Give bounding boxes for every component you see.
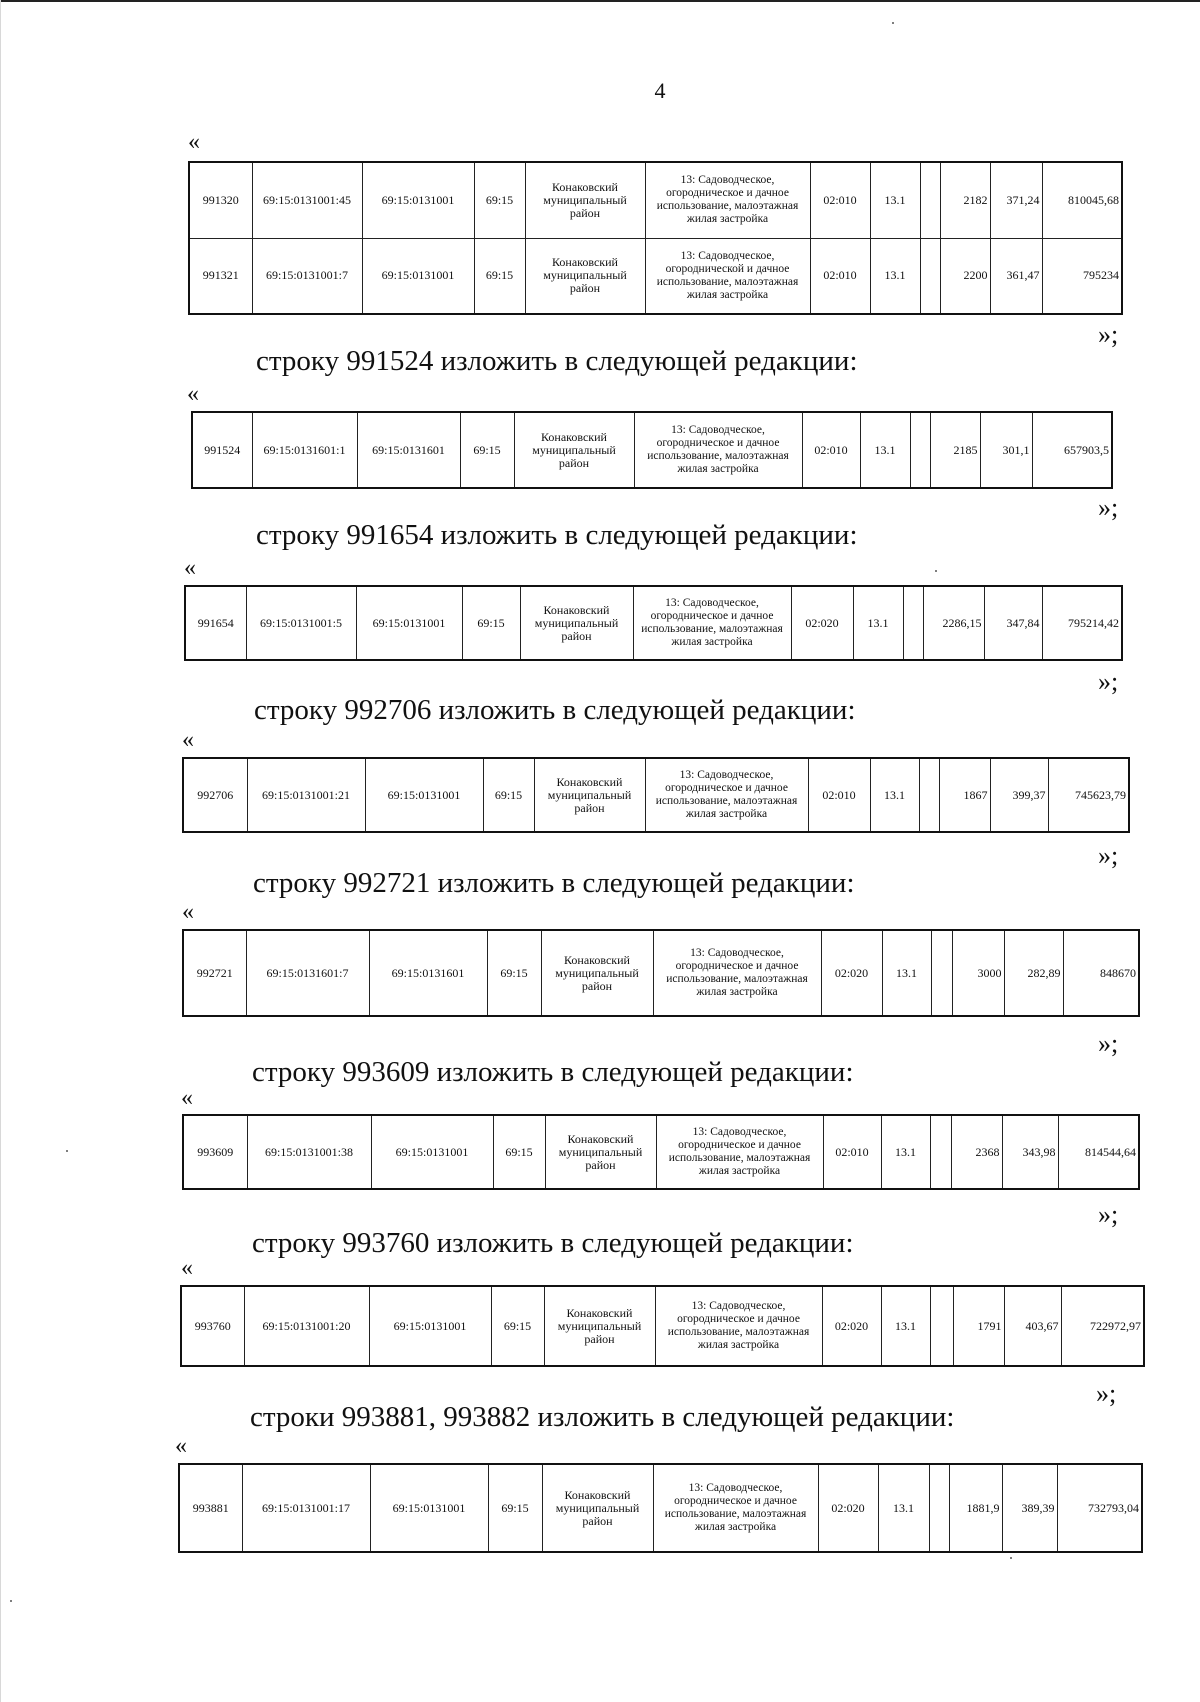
cell-group: 13.1: [881, 1286, 930, 1366]
opening-quote: «: [175, 1433, 187, 1459]
cell-land-use: 13: Садоводческое, огородническое и дачное использование, малоэтажная жилая застройка: [634, 412, 802, 488]
cell-group: 13.1: [881, 1115, 930, 1189]
cell-area: 2185: [930, 412, 980, 488]
cell-area: 1867: [939, 758, 990, 832]
cadastral-table: [178, 1463, 1143, 1553]
cell-group: 13.1: [870, 238, 920, 314]
cell-area: 2368: [951, 1115, 1002, 1189]
cell-cadastral-number: 69:15:0131001:20: [244, 1286, 369, 1366]
cell-zone-code: 02:010: [802, 412, 860, 488]
closing-quote: »;: [1098, 320, 1119, 349]
cell-group: 13.1: [870, 162, 920, 238]
scan-top-edge: [0, 0, 1200, 2]
cell-municipality: Конаковский муниципальный район: [525, 238, 645, 314]
cell-zone-code: 02:010: [823, 1115, 881, 1189]
cell-municipality: Конаковский муниципальный район: [544, 1286, 655, 1366]
cell-cadastral-quarter: 69:15:0131001: [371, 1115, 493, 1189]
cell-cadastral-quarter: 69:15:0131001: [365, 758, 483, 832]
cell-land-use: 13: Садоводческое, огородническое и дачное использование, малоэтажная жилая застройка: [653, 930, 821, 1016]
scan-speck: [66, 1150, 68, 1152]
cell-cadastral-quarter: 69:15:0131001: [356, 586, 462, 660]
scan-left-edge: [0, 0, 1, 1702]
opening-quote: «: [187, 381, 199, 407]
cell-cadastral-value: 795214,42: [1042, 586, 1122, 660]
cadastral-table: [184, 585, 1123, 661]
cell-group: 13.1: [860, 412, 910, 488]
scan-speck: [10, 1600, 12, 1602]
cell-area: 3000: [952, 930, 1004, 1016]
cell-cadastral-quarter: 69:15:0131601: [357, 412, 460, 488]
scan-speck: [892, 22, 894, 24]
cell-area: 1791: [953, 1286, 1004, 1366]
cell-zone-code: 02:020: [818, 1464, 878, 1552]
amendment-instruction: строку 993760 изложить в следующей редакции:: [252, 1227, 854, 1259]
closing-quote: »;: [1098, 1029, 1119, 1058]
cell-cadastral-number: 69:15:0131001:45: [252, 162, 362, 238]
cadastral-table: [182, 929, 1140, 1017]
cell-cadastral-district: 69:15: [493, 1115, 545, 1189]
page-number: 4: [654, 78, 666, 103]
cell-municipality: Конаковский муниципальный район: [541, 930, 653, 1016]
cell-cadastral-district: 69:15: [460, 412, 514, 488]
cell-cadastral-number: 69:15:0131001:21: [247, 758, 365, 832]
amendment-instruction: строку 992721 изложить в следующей редакции:: [253, 867, 855, 899]
cell-municipality: Конаковский муниципальный район: [542, 1464, 653, 1552]
amendment-instruction: строку 993609 изложить в следующей редакции:: [252, 1056, 854, 1088]
cell-zone-code: 02:020: [821, 930, 882, 1016]
cell-specific-value: 403,67: [1004, 1286, 1061, 1366]
cell-cadastral-quarter: 69:15:0131601: [369, 930, 487, 1016]
amendment-instruction: строку 992706 изложить в следующей редакции:: [254, 694, 856, 726]
cell-cadastral-district: 69:15: [474, 238, 525, 314]
amendment-instruction: строку 991654 изложить в следующей редакции:: [256, 519, 858, 551]
table-row: [185, 586, 1122, 660]
cell-empty: [903, 586, 923, 660]
cell-group: 13.1: [870, 758, 919, 832]
table-row: [183, 930, 1139, 1016]
cell-cadastral-value: 732793,04: [1057, 1464, 1142, 1552]
opening-quote: «: [181, 1255, 193, 1281]
cell-empty: [919, 758, 939, 832]
cell-cadastral-district: 69:15: [491, 1286, 544, 1366]
cell-row-number: 993609: [183, 1115, 247, 1189]
cell-group: 13.1: [853, 586, 903, 660]
cell-land-use: 13: Садоводческое, огородническое и дачное использование, малоэтажная жилая застройка: [655, 1286, 822, 1366]
cell-cadastral-number: 69:15:0131001:7: [252, 238, 362, 314]
cell-row-number: 991321: [189, 238, 252, 314]
cell-cadastral-number: 69:15:0131001:17: [242, 1464, 370, 1552]
scan-speck: [1010, 1557, 1012, 1559]
cell-row-number: 993760: [181, 1286, 244, 1366]
cell-municipality: Конаковский муниципальный район: [545, 1115, 656, 1189]
cell-zone-code: 02:010: [808, 758, 870, 832]
cell-cadastral-value: 657903,5: [1032, 412, 1112, 488]
cell-municipality: Конаковский муниципальный район: [514, 412, 634, 488]
cell-land-use: 13: Садоводческое, огороднической и дачное использование, малоэтажная жилая застройка: [645, 238, 810, 314]
cell-cadastral-quarter: 69:15:0131001: [369, 1286, 491, 1366]
cell-zone-code: 02:010: [810, 162, 870, 238]
cell-empty: [910, 412, 930, 488]
table-row: [179, 1464, 1142, 1552]
opening-quote: «: [181, 1085, 193, 1111]
cell-area: 2182: [940, 162, 990, 238]
cell-specific-value: 343,98: [1002, 1115, 1058, 1189]
closing-quote: »;: [1096, 1379, 1117, 1408]
cell-cadastral-number: 69:15:0131601:7: [246, 930, 369, 1016]
cell-empty: [929, 1464, 949, 1552]
amendment-instruction: строку 991524 изложить в следующей редакции:: [256, 345, 858, 377]
cell-cadastral-number: 69:15:0131001:38: [247, 1115, 371, 1189]
cell-group: 13.1: [878, 1464, 929, 1552]
opening-quote: «: [182, 899, 194, 925]
cell-zone-code: 02:010: [810, 238, 870, 314]
cell-specific-value: 371,24: [990, 162, 1042, 238]
table-row: [189, 162, 1122, 238]
cell-specific-value: 399,37: [990, 758, 1048, 832]
cell-cadastral-value: 795234: [1042, 238, 1122, 314]
cell-row-number: 992721: [183, 930, 246, 1016]
scan-speck: [935, 570, 937, 572]
cell-specific-value: 282,89: [1004, 930, 1063, 1016]
cell-cadastral-value: 745623,79: [1048, 758, 1129, 832]
cell-land-use: 13: Садоводческое, огородническое и дачное использование, малоэтажная жилая застройка: [645, 758, 808, 832]
cell-empty: [920, 162, 940, 238]
table-row: [181, 1286, 1144, 1366]
closing-quote: »;: [1098, 1200, 1119, 1229]
cell-zone-code: 02:020: [822, 1286, 881, 1366]
cell-cadastral-number: 69:15:0131601:1: [252, 412, 357, 488]
table-row: [183, 758, 1129, 832]
cell-cadastral-district: 69:15: [483, 758, 534, 832]
cell-cadastral-value: 810045,68: [1042, 162, 1122, 238]
cell-municipality: Конаковский муниципальный район: [534, 758, 645, 832]
cell-cadastral-value: 814544,64: [1058, 1115, 1139, 1189]
cell-cadastral-district: 69:15: [474, 162, 525, 238]
cadastral-table: [182, 757, 1130, 833]
amendment-instruction: строки 993881, 993882 изложить в следующей редакции:: [250, 1401, 955, 1433]
cell-specific-value: 347,84: [984, 586, 1042, 660]
cell-cadastral-quarter: 69:15:0131001: [362, 238, 474, 314]
cadastral-table: [191, 411, 1113, 489]
closing-quote: »;: [1098, 841, 1119, 870]
cell-area: 2286,15: [923, 586, 984, 660]
cadastral-table: [182, 1114, 1140, 1190]
cell-empty: [931, 930, 952, 1016]
cell-municipality: Конаковский муниципальный район: [520, 586, 633, 660]
cell-land-use: 13: Садоводческое, огородническое и дачное использование, малоэтажная жилая застройка: [653, 1464, 818, 1552]
cell-specific-value: 389,39: [1002, 1464, 1057, 1552]
cell-cadastral-number: 69:15:0131001:5: [246, 586, 356, 660]
opening-quote: «: [184, 555, 196, 581]
cell-group: 13.1: [882, 930, 931, 1016]
cell-empty: [930, 1286, 953, 1366]
cell-cadastral-district: 69:15: [462, 586, 520, 660]
table-row: [192, 412, 1112, 488]
closing-quote: »;: [1098, 667, 1119, 696]
cell-cadastral-quarter: 69:15:0131001: [362, 162, 474, 238]
cell-cadastral-value: 722972,97: [1061, 1286, 1144, 1366]
cell-land-use: 13: Садоводческое, огородническое и дачное использование, малоэтажная жилая застройка: [633, 586, 791, 660]
cell-row-number: 991524: [192, 412, 252, 488]
table-row: [183, 1115, 1139, 1189]
cell-row-number: 993881: [179, 1464, 242, 1552]
cell-municipality: Конаковский муниципальный район: [525, 162, 645, 238]
cell-cadastral-district: 69:15: [487, 930, 541, 1016]
cell-row-number: 992706: [183, 758, 247, 832]
cell-zone-code: 02:020: [791, 586, 853, 660]
cell-area: 2200: [940, 238, 990, 314]
cell-cadastral-value: 848670: [1063, 930, 1139, 1016]
opening-quote: «: [182, 727, 194, 753]
cell-specific-value: 361,47: [990, 238, 1042, 314]
cell-cadastral-district: 69:15: [488, 1464, 542, 1552]
cadastral-table: [180, 1285, 1145, 1367]
cell-row-number: 991320: [189, 162, 252, 238]
cell-land-use: 13: Садоводческое, огородническое и дачное использование, малоэтажная жилая застройка: [656, 1115, 823, 1189]
table-row: [189, 238, 1122, 314]
cell-cadastral-quarter: 69:15:0131001: [370, 1464, 488, 1552]
cell-row-number: 991654: [185, 586, 246, 660]
cell-empty: [920, 238, 940, 314]
cell-land-use: 13: Садоводческое, огородническое и дачное использование, малоэтажная жилая застройка: [645, 162, 810, 238]
cell-area: 1881,9: [949, 1464, 1002, 1552]
cell-empty: [930, 1115, 951, 1189]
cell-specific-value: 301,1: [980, 412, 1032, 488]
cadastral-table: [188, 161, 1123, 315]
opening-quote: «: [188, 129, 200, 155]
closing-quote: »;: [1098, 493, 1119, 522]
